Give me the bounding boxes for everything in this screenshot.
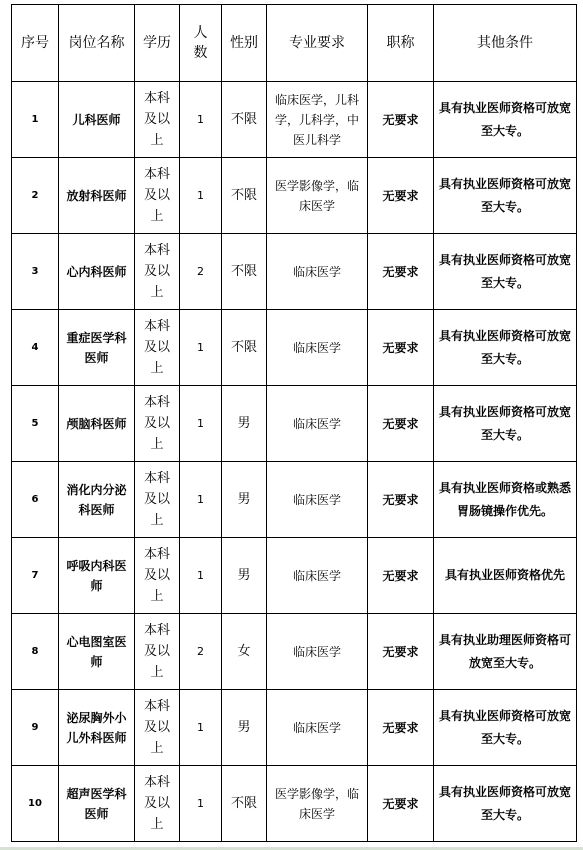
header-major: 专业要求 [267,5,368,82]
other-conditions: 具有执业医师资格可放宽至大专。 [434,386,577,462]
header-title: 职称 [368,5,434,82]
title-requirement: 无要求 [368,614,434,690]
major-requirement: 临床医学 [267,690,368,766]
gender-requirement: 男 [222,538,267,614]
headcount: 1 [180,82,222,158]
education-requirement: 本科及以上 [135,462,180,538]
education-requirement: 本科及以上 [135,234,180,310]
major-requirement: 临床医学 [267,462,368,538]
education-requirement: 本科及以上 [135,690,180,766]
gender-requirement: 女 [222,614,267,690]
headcount: 1 [180,766,222,842]
other-conditions: 具有执业医师资格可放宽至大专。 [434,690,577,766]
major-requirement: 医学影像学，临床医学 [267,158,368,234]
row-number: 2 [12,158,59,234]
row-number: 8 [12,614,59,690]
gender-requirement: 男 [222,690,267,766]
position-name: 超声医学科医师 [59,766,135,842]
other-conditions: 具有执业医师资格优先 [434,538,577,614]
major-requirement: 临床医学 [267,614,368,690]
title-requirement: 无要求 [368,766,434,842]
row-number: 10 [12,766,59,842]
gender-requirement: 不限 [222,82,267,158]
table-row [12,614,577,690]
education-requirement: 本科及以上 [135,310,180,386]
table-row [12,234,577,310]
major-requirement: 临床医学 [267,538,368,614]
header-no: 序号 [12,5,59,82]
header-count: 人数 [180,5,222,82]
headcount: 1 [180,538,222,614]
table-row [12,386,577,462]
position-name: 儿科医师 [59,82,135,158]
other-conditions: 具有执业医师资格可放宽至大专。 [434,234,577,310]
headcount: 1 [180,310,222,386]
major-requirement: 临床医学，儿科学，儿科学，中医儿科学 [267,82,368,158]
table-row [12,538,577,614]
headcount: 1 [180,690,222,766]
major-requirement: 医学影像学，临床医学 [267,766,368,842]
major-requirement: 临床医学 [267,234,368,310]
header-position: 岗位名称 [59,5,135,82]
education-requirement: 本科及以上 [135,538,180,614]
headcount: 2 [180,614,222,690]
title-requirement: 无要求 [368,310,434,386]
gender-requirement: 不限 [222,158,267,234]
other-conditions: 具有执业医师资格可放宽至大专。 [434,766,577,842]
education-requirement: 本科及以上 [135,82,180,158]
header-education: 学历 [135,5,180,82]
table-row [12,462,577,538]
headcount: 1 [180,386,222,462]
education-requirement: 本科及以上 [135,614,180,690]
title-requirement: 无要求 [368,690,434,766]
table-body [12,82,577,842]
headcount: 1 [180,462,222,538]
other-conditions: 具有执业医师资格可放宽至大专。 [434,82,577,158]
gender-requirement: 不限 [222,310,267,386]
row-number: 6 [12,462,59,538]
other-conditions: 具有执业医师资格可放宽至大专。 [434,310,577,386]
position-name: 心电图室医师 [59,614,135,690]
position-name: 心内科医师 [59,234,135,310]
table-row [12,766,577,842]
table-row [12,310,577,386]
title-requirement: 无要求 [368,462,434,538]
major-requirement: 临床医学 [267,386,368,462]
title-requirement: 无要求 [368,234,434,310]
position-name: 放射科医师 [59,158,135,234]
row-number: 1 [12,82,59,158]
header-other: 其他条件 [434,5,577,82]
table-row [12,158,577,234]
title-requirement: 无要求 [368,82,434,158]
row-number: 7 [12,538,59,614]
title-requirement: 无要求 [368,158,434,234]
row-number: 5 [12,386,59,462]
other-conditions: 具有执业医师资格或熟悉胃肠镜操作优先。 [434,462,577,538]
row-number: 4 [12,310,59,386]
education-requirement: 本科及以上 [135,386,180,462]
position-name: 重症医学科医师 [59,310,135,386]
other-conditions: 具有执业助理医师资格可放宽至大专。 [434,614,577,690]
header-row [12,5,577,82]
table-row [12,82,577,158]
education-requirement: 本科及以上 [135,158,180,234]
title-requirement: 无要求 [368,538,434,614]
headcount: 1 [180,158,222,234]
row-number: 3 [12,234,59,310]
row-number: 9 [12,690,59,766]
position-name: 呼吸内科医师 [59,538,135,614]
gender-requirement: 男 [222,386,267,462]
major-requirement: 临床医学 [267,310,368,386]
education-requirement: 本科及以上 [135,766,180,842]
title-requirement: 无要求 [368,386,434,462]
gender-requirement: 不限 [222,766,267,842]
table-row [12,690,577,766]
recruitment-table [11,4,577,842]
other-conditions: 具有执业医师资格可放宽至大专。 [434,158,577,234]
position-name: 泌尿胸外小儿外科医师 [59,690,135,766]
position-name: 消化内分泌科医师 [59,462,135,538]
gender-requirement: 不限 [222,234,267,310]
gender-requirement: 男 [222,462,267,538]
headcount: 2 [180,234,222,310]
header-gender: 性别 [222,5,267,82]
position-name: 颅脑科医师 [59,386,135,462]
